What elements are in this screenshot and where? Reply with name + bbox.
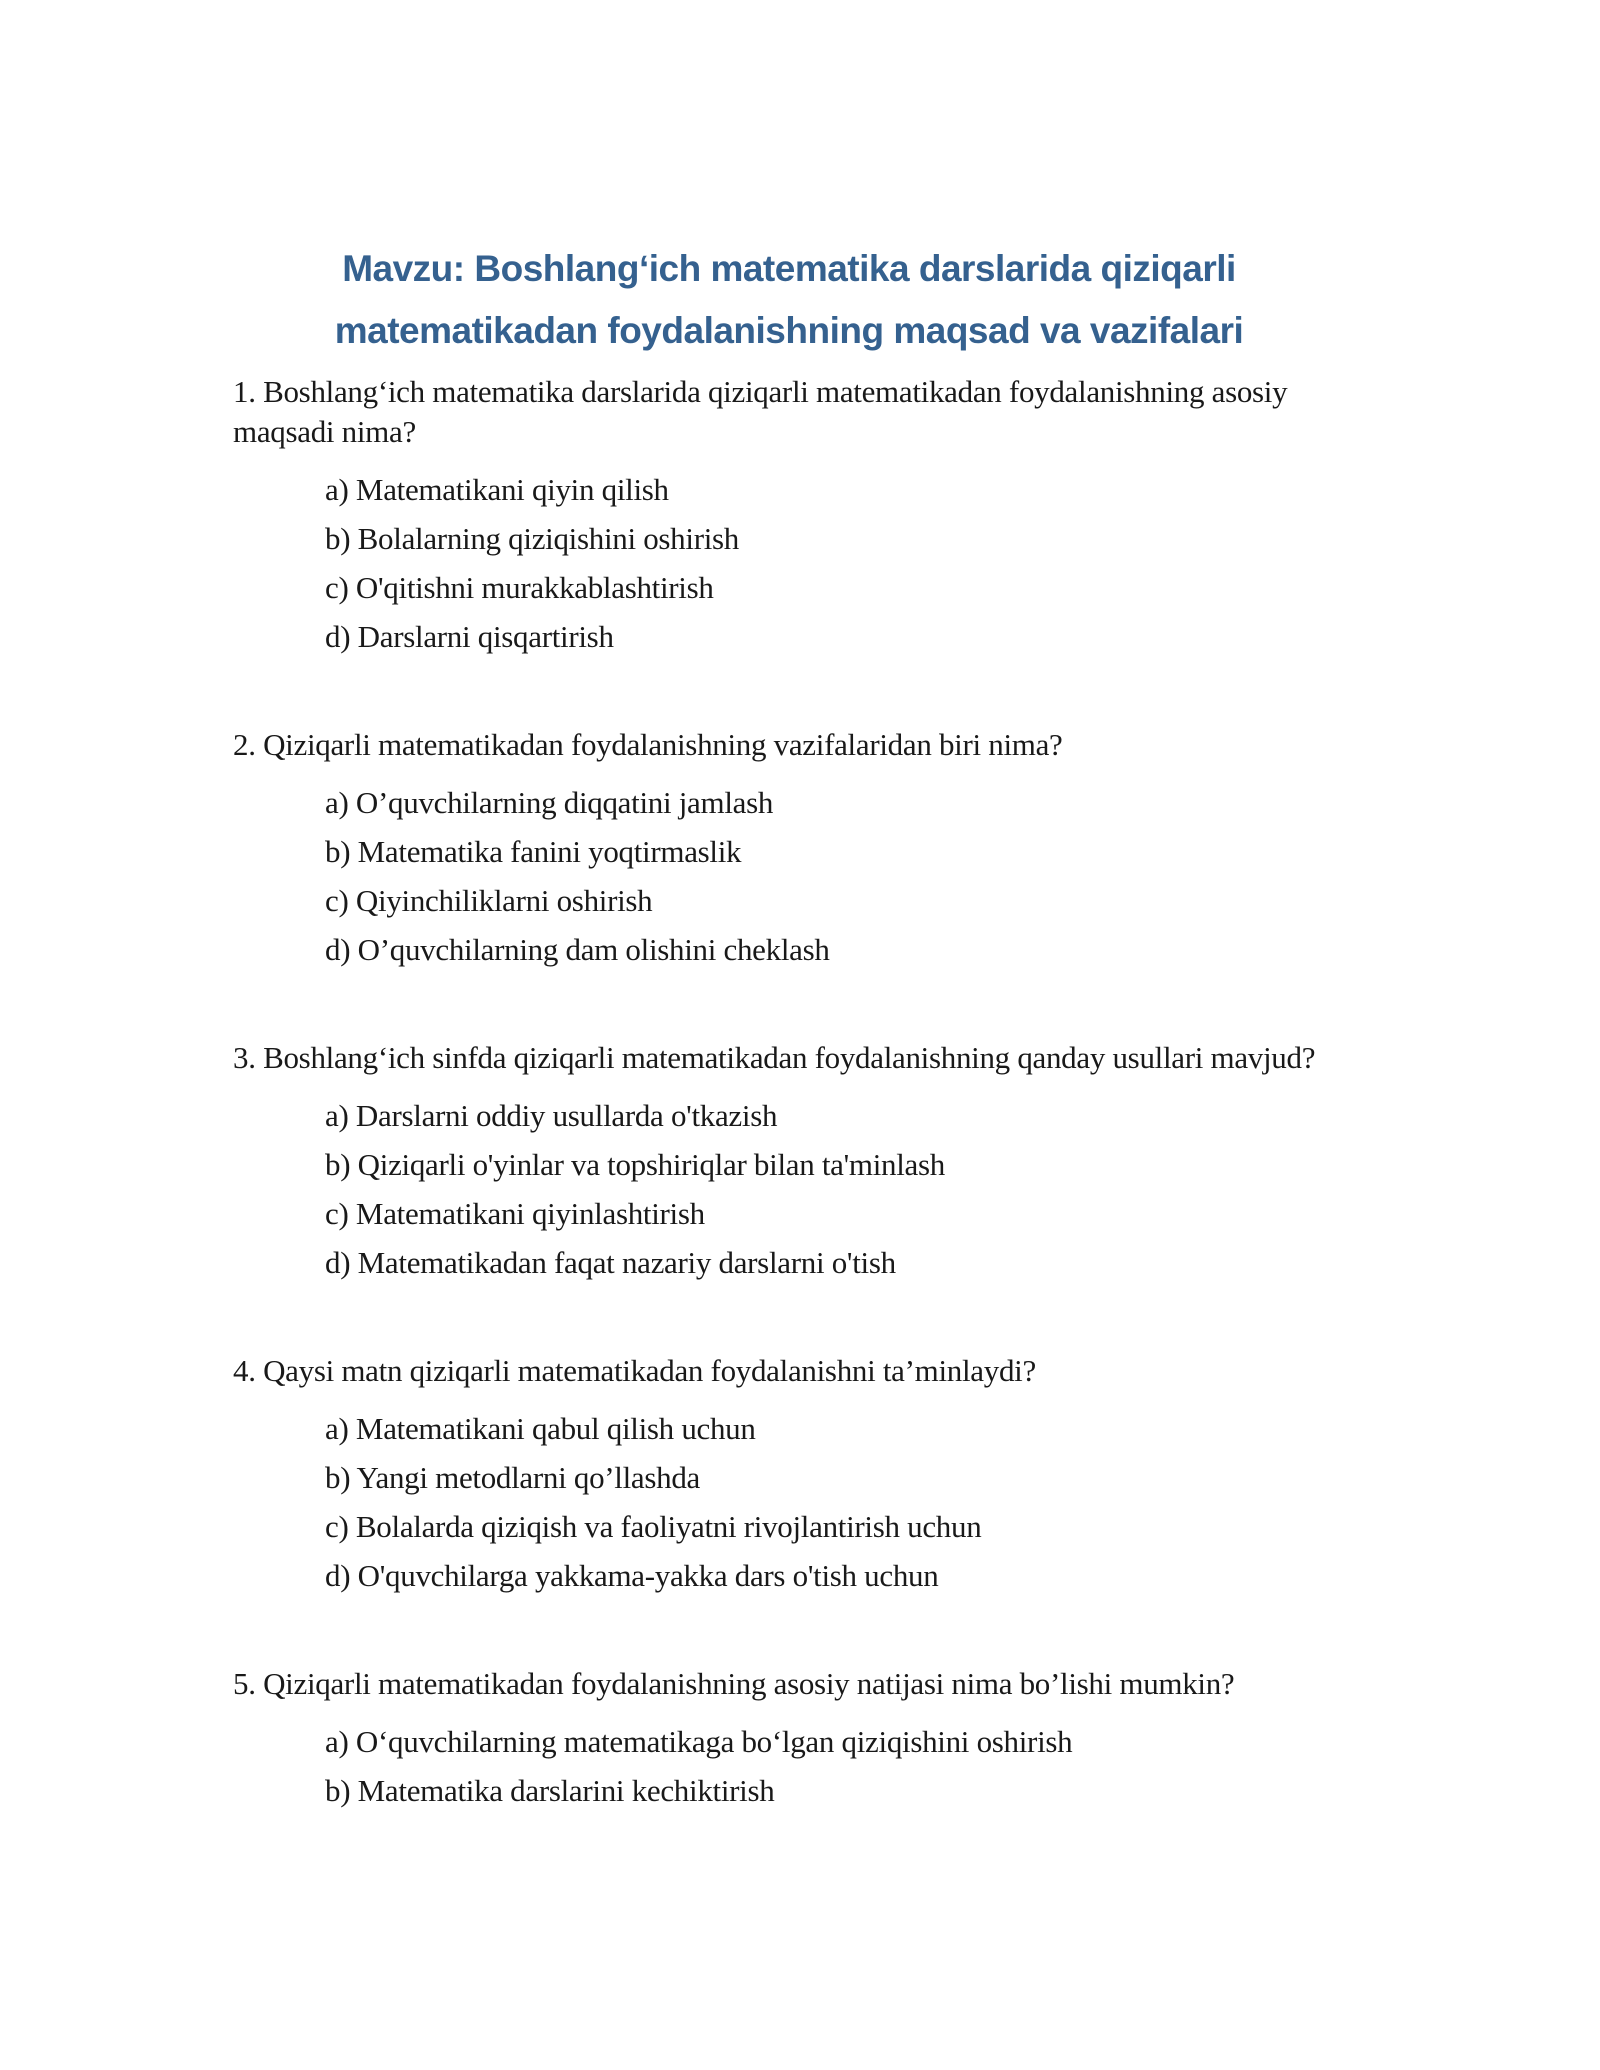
question-1 xyxy=(233,372,1345,657)
question-4-option-b: b) Yangi metodlarni qo’llashda xyxy=(325,1460,701,1495)
question-3-option-a: a) Darslarni oddiy usullarda o'tkazish xyxy=(325,1098,778,1133)
question-3-option-b: b) Qiziqarli o'yinlar va topshiriqlar bilan ta'minlash xyxy=(325,1147,945,1182)
document-title xyxy=(233,238,1345,362)
question-1-option-d: d) Darslarni qisqartirish xyxy=(325,619,614,654)
title-line-1: Mavzu: Boshlang‘ich matematika darslarida qiziqarli xyxy=(342,248,1236,289)
question-2-option-a: a) O’quvchilarning diqqatini jamlash xyxy=(325,785,774,820)
question-2 xyxy=(233,725,1345,970)
question-2-option-c: c) Qiyinchiliklarni oshirish xyxy=(325,883,653,918)
question-3-option-c: c) Matematikani qiyinlashtirish xyxy=(325,1196,705,1231)
question-5 xyxy=(233,1664,1345,1811)
question-4-option-c: c) Bolalarda qiziqish va faoliyatni rivojlantirish uchun xyxy=(325,1509,982,1544)
question-4-option-d: d) O'quvchilarga yakkama-yakka dars o'tish uchun xyxy=(325,1558,939,1593)
question-5-text: 5. Qiziqarli matematikadan foydalanishning asosiy natijasi nima bo’lishi mumkin? xyxy=(233,1666,1235,1701)
title-line-2: matematikadan foydalanishning maqsad va vazifalari xyxy=(334,310,1244,351)
question-5-option-a: a) O‘quvchilarning matematikaga bo‘lgan qiziqishini oshirish xyxy=(325,1724,1073,1759)
question-4-option-a: a) Matematikani qabul qilish uchun xyxy=(325,1411,756,1446)
question-4-text: 4. Qaysi matn qiziqarli matematikadan foydalanishni ta’minlaydi? xyxy=(233,1353,1036,1388)
question-4 xyxy=(233,1351,1345,1596)
question-1-option-a: a) Matematikani qiyin qilish xyxy=(325,472,669,507)
question-5-option-b: b) Matematika darslarini kechiktirish xyxy=(325,1773,775,1808)
question-2-option-d: d) O’quvchilarning dam olishini cheklash xyxy=(325,932,830,967)
question-2-text: 2. Qiziqarli matematikadan foydalanishning vazifalaridan biri nima? xyxy=(233,727,1063,762)
question-1-option-b: b) Bolalarning qiziqishini oshirish xyxy=(325,521,739,556)
question-3 xyxy=(233,1038,1345,1283)
question-2-option-b: b) Matematika fanini yoqtirmaslik xyxy=(325,834,742,869)
question-3-option-d: d) Matematikadan faqat nazariy darslarni o'tish xyxy=(325,1245,896,1280)
question-3-text: 3. Boshlang‘ich sinfda qiziqarli matematikadan foydalanishning qanday usullari mavjud? xyxy=(233,1040,1316,1075)
question-1-text: 1. Boshlang‘ich matematika darslarida qiziqarli matematikadan foydalanishning asosiy maqsadi nima? xyxy=(233,374,1288,449)
question-1-option-c: c) O'qitishni murakkablashtirish xyxy=(325,570,714,605)
